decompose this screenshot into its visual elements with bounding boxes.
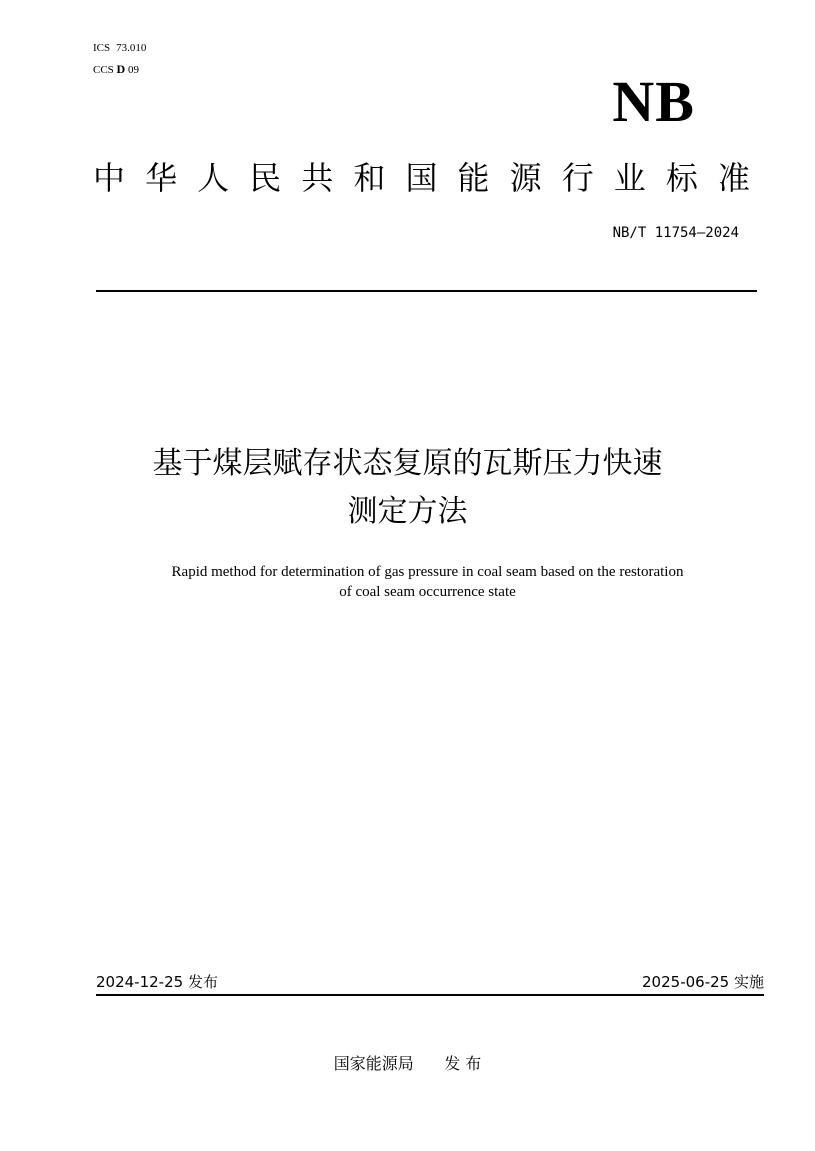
publisher-line	[0, 1053, 815, 1075]
standard-type-char: 民	[249, 159, 282, 197]
ics-label: ICS	[93, 42, 111, 54]
top-divider	[96, 290, 757, 292]
standard-type-char: 中	[93, 159, 126, 197]
issue-date-block	[96, 972, 218, 992]
title-english-line-2: of coal seam occurrence state	[339, 584, 516, 600]
title-english	[60, 562, 795, 602]
ics-code: 73.010	[116, 42, 147, 54]
standard-type-char: 和	[353, 159, 386, 197]
issue-date: 2024-12-25	[96, 973, 184, 991]
standard-type-char: 华	[145, 159, 178, 197]
standard-type-char: 标	[665, 159, 698, 197]
standard-type-char: 能	[457, 159, 490, 197]
title-chinese	[60, 440, 755, 536]
title-english-line-1: Rapid method for determination of gas pressure in coal seam based on the restoration	[171, 564, 684, 580]
nb-logo: NB	[612, 69, 695, 134]
standard-type-char: 业	[613, 159, 646, 197]
standard-type-char: 国	[405, 159, 438, 197]
standard-type-title	[93, 156, 750, 200]
issue-label: 发布	[187, 973, 218, 991]
publisher-action: 发 布	[444, 1054, 482, 1073]
implement-date: 2025-06-25	[642, 973, 730, 991]
standard-type-char: 行	[561, 159, 594, 197]
title-chinese-line-2: 测定方法	[347, 494, 468, 529]
publisher-name: 国家能源局	[333, 1054, 414, 1073]
ics-line	[93, 42, 146, 55]
standard-type-char: 人	[197, 159, 230, 197]
bottom-divider	[96, 994, 764, 996]
standard-type-char: 共	[301, 159, 334, 197]
ccs-code: 09	[127, 64, 139, 76]
title-chinese-line-1: 基于煤层赋存状态复原的瓦斯压力快速	[152, 446, 663, 481]
implement-date-block	[642, 972, 764, 992]
standard-type-char: 准	[717, 159, 750, 197]
implement-label: 实施	[733, 973, 764, 991]
standard-type-char: 源	[509, 159, 542, 197]
ccs-label: CCS	[93, 64, 114, 76]
ccs-line	[93, 63, 139, 77]
standard-number: NB/T 11754—2024	[612, 225, 739, 241]
ccs-letter: D	[116, 62, 126, 76]
